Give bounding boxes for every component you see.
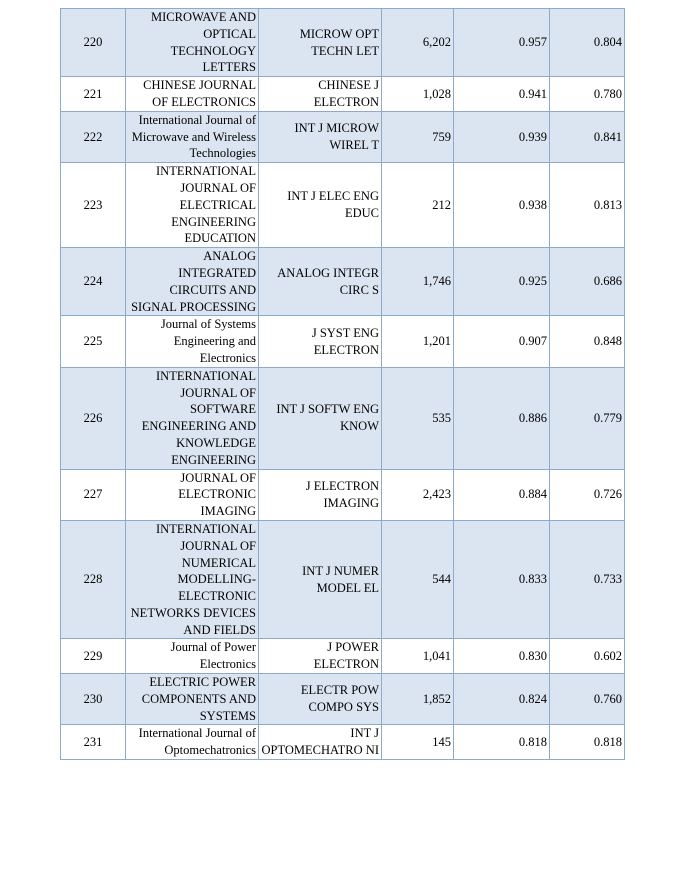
journal-title-cell: JOURNAL OF ELECTRONIC IMAGING bbox=[126, 469, 259, 520]
metric-one-cell: 0.907 bbox=[454, 316, 550, 367]
abbreviation-cell: INT J OPTOMECHATRO NI bbox=[259, 725, 382, 760]
table-row bbox=[61, 316, 625, 367]
total-cites-cell: 1,746 bbox=[382, 248, 454, 316]
metric-two-cell: 0.726 bbox=[550, 469, 625, 520]
metric-two-cell: 0.733 bbox=[550, 520, 625, 639]
journal-title-cell: Journal of Systems Engineering and Electronics bbox=[126, 316, 259, 367]
metric-one-cell: 0.884 bbox=[454, 469, 550, 520]
journal-title-cell: CHINESE JOURNAL OF ELECTRONICS bbox=[126, 77, 259, 112]
total-cites-cell: 6,202 bbox=[382, 9, 454, 77]
table-row bbox=[61, 639, 625, 674]
metric-two-cell: 0.841 bbox=[550, 111, 625, 162]
rank-cell: 223 bbox=[61, 163, 126, 248]
rank-cell: 221 bbox=[61, 77, 126, 112]
journal-title-cell: International Journal of Optomechatronics bbox=[126, 725, 259, 760]
metric-one-cell: 0.938 bbox=[454, 163, 550, 248]
metric-two-cell: 0.848 bbox=[550, 316, 625, 367]
table-row bbox=[61, 9, 625, 77]
metric-two-cell: 0.602 bbox=[550, 639, 625, 674]
metric-one-cell: 0.925 bbox=[454, 248, 550, 316]
abbreviation-cell: J POWER ELECTRON bbox=[259, 639, 382, 674]
journal-ranking-table bbox=[60, 8, 625, 760]
metric-one-cell: 0.941 bbox=[454, 77, 550, 112]
rank-cell: 227 bbox=[61, 469, 126, 520]
total-cites-cell: 1,201 bbox=[382, 316, 454, 367]
rank-cell: 224 bbox=[61, 248, 126, 316]
rank-cell: 222 bbox=[61, 111, 126, 162]
journal-title-cell: INTERNATIONAL JOURNAL OF NUMERICAL MODELLING-ELECTRONIC NETWORKS DEVICES AND FIELDS bbox=[126, 520, 259, 639]
metric-two-cell: 0.804 bbox=[550, 9, 625, 77]
rank-cell: 226 bbox=[61, 367, 126, 469]
abbreviation-cell: INT J ELEC ENG EDUC bbox=[259, 163, 382, 248]
total-cites-cell: 1,028 bbox=[382, 77, 454, 112]
total-cites-cell: 212 bbox=[382, 163, 454, 248]
table-row bbox=[61, 163, 625, 248]
metric-one-cell: 0.939 bbox=[454, 111, 550, 162]
journal-title-cell: MICROWAVE AND OPTICAL TECHNOLOGY LETTERS bbox=[126, 9, 259, 77]
rank-cell: 228 bbox=[61, 520, 126, 639]
total-cites-cell: 1,852 bbox=[382, 674, 454, 725]
table-row bbox=[61, 111, 625, 162]
abbreviation-cell: J ELECTRON IMAGING bbox=[259, 469, 382, 520]
abbreviation-cell: MICROW OPT TECHN LET bbox=[259, 9, 382, 77]
metric-two-cell: 0.818 bbox=[550, 725, 625, 760]
total-cites-cell: 1,041 bbox=[382, 639, 454, 674]
metric-two-cell: 0.686 bbox=[550, 248, 625, 316]
rank-cell: 225 bbox=[61, 316, 126, 367]
abbreviation-cell: ANALOG INTEGR CIRC S bbox=[259, 248, 382, 316]
metric-one-cell: 0.824 bbox=[454, 674, 550, 725]
rank-cell: 231 bbox=[61, 725, 126, 760]
metric-two-cell: 0.813 bbox=[550, 163, 625, 248]
metric-two-cell: 0.779 bbox=[550, 367, 625, 469]
metric-two-cell: 0.760 bbox=[550, 674, 625, 725]
total-cites-cell: 759 bbox=[382, 111, 454, 162]
metric-one-cell: 0.886 bbox=[454, 367, 550, 469]
abbreviation-cell: CHINESE J ELECTRON bbox=[259, 77, 382, 112]
journal-title-cell: INTERNATIONAL JOURNAL OF ELECTRICAL ENGINEERING EDUCATION bbox=[126, 163, 259, 248]
abbreviation-cell: INT J MICROW WIREL T bbox=[259, 111, 382, 162]
journal-title-cell: INTERNATIONAL JOURNAL OF SOFTWARE ENGINEERING AND KNOWLEDGE ENGINEERING bbox=[126, 367, 259, 469]
journal-title-cell: ELECTRIC POWER COMPONENTS AND SYSTEMS bbox=[126, 674, 259, 725]
table-row bbox=[61, 77, 625, 112]
metric-two-cell: 0.780 bbox=[550, 77, 625, 112]
total-cites-cell: 544 bbox=[382, 520, 454, 639]
total-cites-cell: 2,423 bbox=[382, 469, 454, 520]
rank-cell: 230 bbox=[61, 674, 126, 725]
journal-title-cell: ANALOG INTEGRATED CIRCUITS AND SIGNAL PROCESSING bbox=[126, 248, 259, 316]
abbreviation-cell: J SYST ENG ELECTRON bbox=[259, 316, 382, 367]
metric-one-cell: 0.833 bbox=[454, 520, 550, 639]
rank-cell: 229 bbox=[61, 639, 126, 674]
table-row bbox=[61, 367, 625, 469]
abbreviation-cell: INT J SOFTW ENG KNOW bbox=[259, 367, 382, 469]
table-row bbox=[61, 725, 625, 760]
metric-one-cell: 0.957 bbox=[454, 9, 550, 77]
journal-title-cell: International Journal of Microwave and Wireless Technologies bbox=[126, 111, 259, 162]
rank-cell: 220 bbox=[61, 9, 126, 77]
abbreviation-cell: ELECTR POW COMPO SYS bbox=[259, 674, 382, 725]
table-row bbox=[61, 674, 625, 725]
metric-one-cell: 0.818 bbox=[454, 725, 550, 760]
journal-title-cell: Journal of Power Electronics bbox=[126, 639, 259, 674]
abbreviation-cell: INT J NUMER MODEL EL bbox=[259, 520, 382, 639]
table-row bbox=[61, 469, 625, 520]
table-row bbox=[61, 520, 625, 639]
metric-one-cell: 0.830 bbox=[454, 639, 550, 674]
table-row bbox=[61, 248, 625, 316]
total-cites-cell: 535 bbox=[382, 367, 454, 469]
total-cites-cell: 145 bbox=[382, 725, 454, 760]
